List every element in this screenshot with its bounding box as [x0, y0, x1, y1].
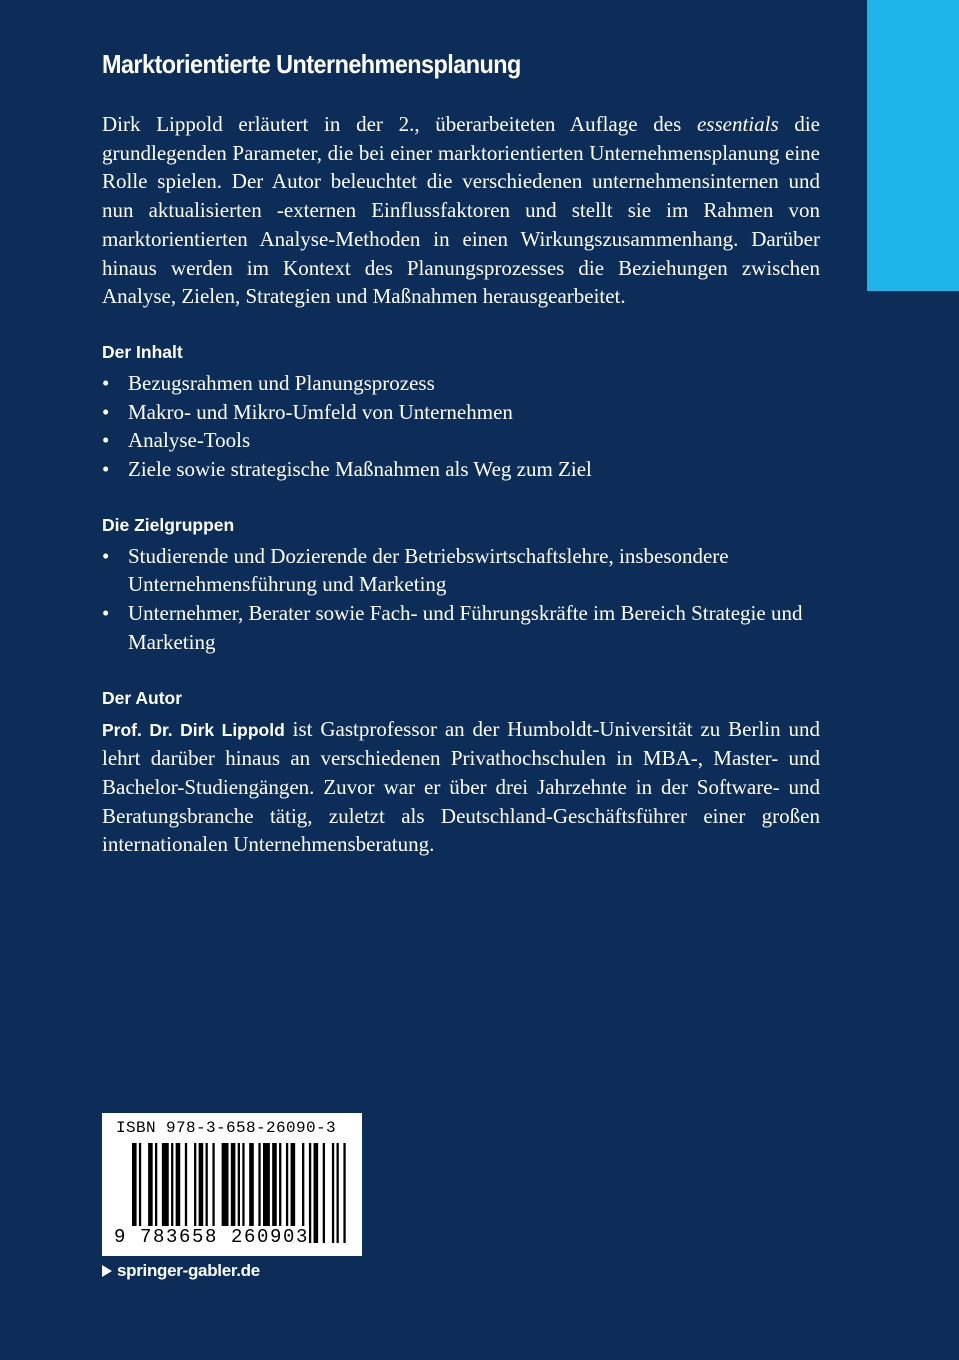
intro-paragraph	[102, 110, 820, 311]
intro-text-2: die grundlegenden Parameter, die bei einer marktorientierten Unternehmensplanung eine Rolle spielen. Der Autor beleuchtet die verschiedenen unternehmensinternen und nun aktualisierten -externen Einflussfaktoren und stellt sie im Rahmen von marktorientierten Analyse-Methoden in einen Wirkungszusammenhang. Darüber hinaus werden im Kontext des Planungsprozesses die Beziehungen zwischen Analyse, Zielen, Strategien und Maßnahmen herausgearbeitet.	[102, 112, 820, 309]
intro-italic: essentials	[696, 112, 779, 136]
barcode-bar	[332, 1143, 334, 1243]
website-label: springer-gabler.de	[117, 1261, 260, 1280]
author-bio: ist Gastprofessor an der Humboldt-Universität zu Berlin und lehrt darüber hinaus an verschiedenen Privathochschulen in MBA-, Master- und Bachelor-Studiengängen. Zuvor war er über drei Jahrzehnte in der Software- und Beratungsbranche tätig, zuletzt als Deutschland-Geschäftsführer einer großen internationalen Unternehmensberatung.	[102, 716, 820, 857]
contents-heading: Der Inhalt	[102, 341, 183, 362]
barcode-bar	[323, 1143, 325, 1243]
arrow-right-icon	[102, 1265, 112, 1277]
bullet-icon: •	[102, 457, 110, 482]
contents-list	[102, 369, 820, 484]
isbn-barcode-box	[102, 1113, 362, 1256]
author-heading: Der Autor	[102, 687, 183, 708]
contents-item: • Makro- und Mikro-Umfeld von Unternehmen	[102, 398, 820, 427]
barcode-bar	[314, 1143, 319, 1243]
accent-bar	[867, 0, 959, 291]
barcode-bar	[309, 1143, 311, 1243]
bullet-icon: •	[102, 601, 110, 626]
bullet-icon: •	[102, 399, 110, 424]
barcode-bar	[337, 1143, 339, 1243]
author-name: Prof. Dr. Dirk Lippold	[102, 719, 285, 740]
barcode-bar	[343, 1143, 345, 1243]
isbn-label: ISBN 978-3-658-26090-3	[116, 1119, 337, 1137]
barcode-digits: 9 783658 260903	[114, 1226, 310, 1248]
audience-heading: Die Zielgruppen	[102, 514, 235, 535]
audience-item: • Unternehmer, Berater sowie Fach- und Führungskräfte im Bereich Strategie und Marketing	[102, 601, 803, 654]
bullet-icon: •	[102, 370, 110, 395]
bullet-icon: •	[102, 428, 110, 453]
audience-item: • Studierende und Dozierende der Betriebswirtschaftslehre, insbesondere Unternehmensführung und Marketing	[102, 543, 729, 597]
contents-item: • Analyse-Tools	[102, 426, 820, 455]
bullet-icon: •	[102, 543, 110, 568]
back-cover-text	[102, 44, 820, 859]
author-paragraph	[102, 715, 820, 860]
audience-list	[102, 542, 820, 657]
publisher-website[interactable]	[102, 1261, 260, 1281]
contents-item: • Bezugsrahmen und Planungsprozess	[102, 369, 820, 398]
book-title: Marktorientierte Unternehmensplanung	[102, 49, 521, 79]
intro-text-1: Dirk Lippold erläutert in der 2., überarbeiteten Auflage des	[102, 112, 697, 136]
contents-item: • Ziele sowie strategische Maßnahmen als Weg zum Ziel	[102, 455, 820, 484]
